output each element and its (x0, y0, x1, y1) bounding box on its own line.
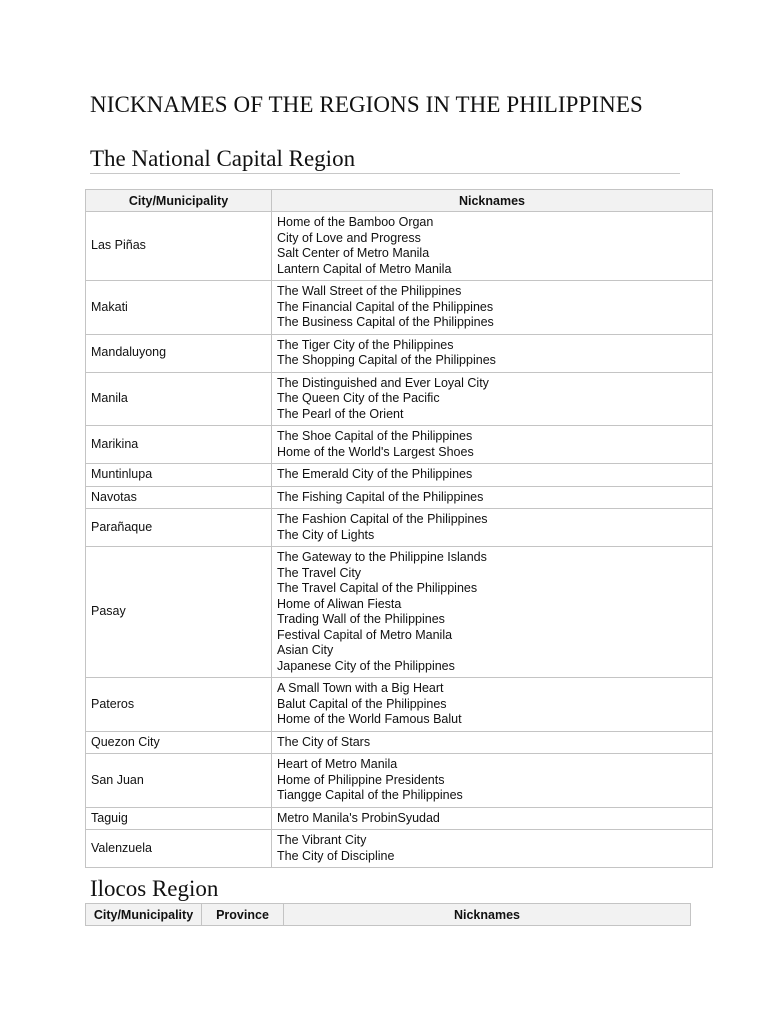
city-cell: Parañaque (86, 509, 272, 547)
table-row (86, 731, 713, 754)
nickname-line: The Queen City of the Pacific (277, 391, 440, 405)
table-row (86, 464, 713, 487)
city-cell: Valenzuela (86, 830, 272, 868)
table-row (86, 486, 713, 509)
table-row (86, 547, 713, 678)
city-cell: Taguig (86, 807, 272, 830)
nickname-line: The City of Discipline (277, 848, 395, 863)
ncr-nicknames-table (85, 189, 713, 868)
nickname-line: A Small Town with a Big Heart (277, 681, 444, 695)
nickname-line: The Gateway to the Philippine Islands (277, 550, 487, 564)
nickname-line: The City of Stars (277, 734, 371, 749)
nickname-line: The Fishing Capital of the Philippines (277, 489, 484, 504)
nicknames-cell (272, 281, 713, 335)
nickname-line: The Pearl of the Orient (277, 406, 404, 421)
nickname-line: Lantern Capital of Metro Manila (277, 261, 452, 276)
city-cell: Makati (86, 281, 272, 335)
nickname-line: Home of the Bamboo Organ (277, 215, 434, 229)
city-cell: Quezon City (86, 731, 272, 754)
city-cell: Las Piñas (86, 212, 272, 281)
document-title: NICKNAMES OF THE REGIONS IN THE PHILIPPINES (90, 92, 643, 117)
table-row (86, 830, 713, 868)
city-cell: Navotas (86, 486, 272, 509)
nicknames-cell (272, 807, 713, 830)
nicknames-cell (272, 372, 713, 426)
table-row (86, 807, 713, 830)
nickname-line: The Financial Capital of the Philippines (277, 299, 494, 314)
city-cell: Muntinlupa (86, 464, 272, 487)
nickname-line: The Travel City (277, 565, 362, 580)
nicknames-cell (272, 754, 713, 808)
city-cell: Pateros (86, 678, 272, 732)
column-header-nicknames: Nicknames (272, 190, 713, 212)
nickname-line: The Emerald City of the Philippines (277, 467, 473, 481)
nickname-line: Asian City (277, 643, 334, 657)
column-header-city: City/Municipality (86, 904, 202, 926)
nickname-line: Balut Capital of the Philippines (277, 696, 447, 711)
table-header-row (86, 904, 691, 926)
column-header-nicknames: Nicknames (284, 904, 691, 926)
nicknames-cell (272, 830, 713, 868)
nickname-line: City of Love and Progress (277, 230, 421, 245)
nickname-line: Metro Manila's ProbinSyudad (277, 810, 440, 825)
nicknames-cell (272, 731, 713, 754)
nickname-line: The Shopping Capital of the Philippines (277, 353, 496, 367)
city-cell: Marikina (86, 426, 272, 464)
city-cell: Manila (86, 372, 272, 426)
nickname-line: Home of Aliwan Fiesta (277, 596, 402, 611)
nickname-line: The Wall Street of the Philippines (277, 284, 462, 298)
nicknames-cell (272, 464, 713, 487)
nickname-line: The City of Lights (277, 527, 375, 542)
ilocos-nicknames-table (85, 903, 691, 926)
nickname-line: Heart of Metro Manila (277, 757, 398, 771)
table-row (86, 426, 713, 464)
nicknames-cell (272, 509, 713, 547)
nickname-line: Home of the World Famous Balut (277, 712, 462, 726)
nickname-line: The Tiger City of the Philippines (277, 337, 454, 352)
nickname-line: Home of Philippine Presidents (277, 772, 445, 787)
column-header-province: Province (202, 904, 284, 926)
nickname-line: Home of the World's Largest Shoes (277, 444, 474, 459)
nicknames-cell (272, 486, 713, 509)
nickname-line: Festival Capital of Metro Manila (277, 627, 453, 642)
table-row (86, 281, 713, 335)
table-row (86, 678, 713, 732)
nicknames-cell (272, 547, 713, 678)
nicknames-cell (272, 334, 713, 372)
ilocos-section-heading: Ilocos Region (90, 876, 219, 901)
ncr-heading-rule (90, 173, 680, 174)
ncr-table-body (86, 212, 713, 868)
table-header-row (86, 190, 713, 212)
nickname-line: The Fashion Capital of the Philippines (277, 512, 488, 526)
column-header-city: City/Municipality (86, 190, 272, 212)
nickname-line: Trading Wall of the Philippines (277, 612, 445, 626)
table-row (86, 212, 713, 281)
table-row (86, 754, 713, 808)
nicknames-cell (272, 426, 713, 464)
nickname-line: The Shoe Capital of the Philippines (277, 429, 473, 443)
nickname-line: The Travel Capital of the Philippines (277, 581, 478, 595)
nickname-line: Salt Center of Metro Manila (277, 246, 430, 260)
table-row (86, 509, 713, 547)
ncr-section-heading: The National Capital Region (90, 146, 356, 171)
table-row (86, 372, 713, 426)
nickname-line: The Vibrant City (277, 833, 367, 847)
nicknames-cell (272, 212, 713, 281)
nickname-line: The Distinguished and Ever Loyal City (277, 375, 489, 390)
nickname-line: Japanese City of the Philippines (277, 658, 455, 673)
nickname-line: The Business Capital of the Philippines (277, 315, 494, 329)
nicknames-cell (272, 678, 713, 732)
city-cell: San Juan (86, 754, 272, 808)
city-cell: Pasay (86, 547, 272, 678)
table-row (86, 334, 713, 372)
nickname-line: Tiangge Capital of the Philippines (277, 788, 463, 802)
city-cell: Mandaluyong (86, 334, 272, 372)
